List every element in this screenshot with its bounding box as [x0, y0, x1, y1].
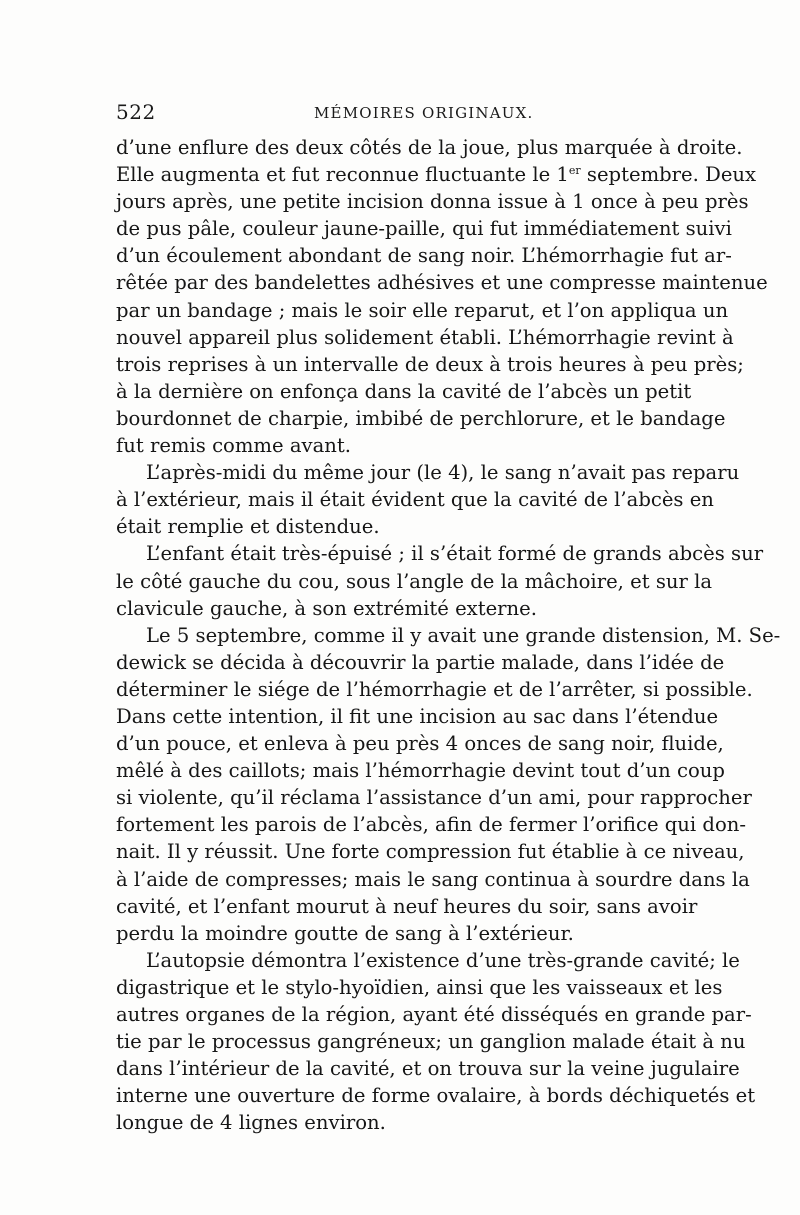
text-line: d’une enflure des deux côtés de la joue, plus marquée à droite.: [116, 136, 743, 159]
text-line: tie par le processus gangréneux; un ganglion malade était à nu: [116, 1030, 746, 1054]
text-line: L’enfant était très-épuisé ; il s’était formé de grands abcès sur: [146, 542, 764, 566]
text-line: clavicule gauche, à son extrémité externe.: [116, 596, 537, 620]
text-line: mêlé à des caillots; mais l’hémorrhagie devint tout d’un coup: [116, 759, 725, 783]
text-line: cavité, et l’enfant mourut à neuf heures du soir, sans avoir: [116, 894, 698, 918]
text-line: d’un pouce, et enleva à peu près 4 onces de sang noir, fluide,: [116, 732, 724, 756]
text-line: bourdonnet de charpie, imbibé de perchlorure, et le bandage: [116, 406, 726, 430]
running-head: MÉMOIRES ORIGINAUX.: [314, 104, 534, 122]
text-line: Dans cette intention, il fit une incision au sac dans l’étendue: [116, 704, 719, 728]
paragraph: [116, 947, 756, 1137]
text-line: rêtée par des bandelettes adhésives et une compresse maintenue: [116, 271, 768, 295]
text-line: dewick se décida à découvrir la partie malade, dans l’idée de: [116, 650, 725, 674]
paragraph: [116, 459, 740, 540]
text-line: nait. Il y réussit. Une forte compression fut établie à ce niveau,: [116, 840, 745, 864]
text-line: autres organes de la région, ayant été disséqués en grande par-: [116, 1003, 752, 1026]
paragraph: [116, 134, 768, 459]
text-line: était remplie et distendue.: [116, 515, 380, 539]
text-line: déterminer le siége de l’hémorrhagie et de l’arrêter, si possible.: [116, 677, 753, 701]
text-line: fortement les parois de l’abcès, afin de fermer l’orifice qui don-: [116, 813, 747, 837]
text-line: d’un écoulement abondant de sang noir. L’hémorrhagie fut ar-: [116, 244, 732, 268]
text-line: si violente, qu’il réclama l’assistance d’un ami, pour rapprocher: [116, 786, 752, 810]
text-line: jours après, une petite incision donna issue à 1 once à peu près: [116, 190, 749, 214]
text-line: dans l’intérieur de la cavité, et on trouva sur la veine jugulaire: [116, 1057, 740, 1081]
text-line: L’après-midi du même jour (le 4), le sang n’avait pas reparu: [146, 461, 740, 485]
text-line: par un bandage ; mais le soir elle reparut, et l’on appliqua un: [116, 298, 729, 322]
paragraph: [116, 540, 764, 621]
text-line: Le 5 septembre, comme il y avait une grande distension, M. Se-: [146, 623, 781, 647]
page-header: [116, 100, 688, 126]
text-line: à la dernière on enfonça dans la cavité de l’abcès un petit: [116, 379, 692, 403]
text-line: à l’extérieur, mais il était évident que la cavité de l’abcès en: [116, 488, 714, 512]
text-line: de pus pâle, couleur jaune-paille, qui fut immédiatement suivi: [116, 217, 732, 241]
text-line: longue de 4 lignes environ.: [116, 1111, 386, 1135]
text-line: Elle augmenta et fut reconnue fluctuante le 1er septembre. Deux: [116, 163, 757, 187]
text-line: trois reprises à un intervalle de deux à trois heures à peu près;: [116, 352, 744, 376]
paragraph: [116, 622, 781, 947]
text-line: le côté gauche du cou, sous l’angle de la mâchoire, et sur la: [116, 569, 713, 593]
text-line: L’autopsie démontra l’existence d’une très-grande cavité; le: [146, 948, 740, 972]
text-line: perdu la moindre goutte de sang à l’extérieur.: [116, 921, 574, 945]
text-line: nouvel appareil plus solidement établi. L’hémorrhagie revint à: [116, 325, 734, 349]
text-line: à l’aide de compresses; mais le sang continua à sourdre dans la: [116, 867, 750, 891]
page-number: 522: [116, 100, 156, 124]
body-text: [116, 134, 781, 1136]
text-line: interne une ouverture de forme ovalaire, à bords déchiquetés et: [116, 1084, 756, 1108]
text-line: digastrique et le stylo-hyoïdien, ainsi que les vaisseaux et les: [116, 975, 723, 999]
text-line: fut remis comme avant.: [116, 434, 351, 458]
